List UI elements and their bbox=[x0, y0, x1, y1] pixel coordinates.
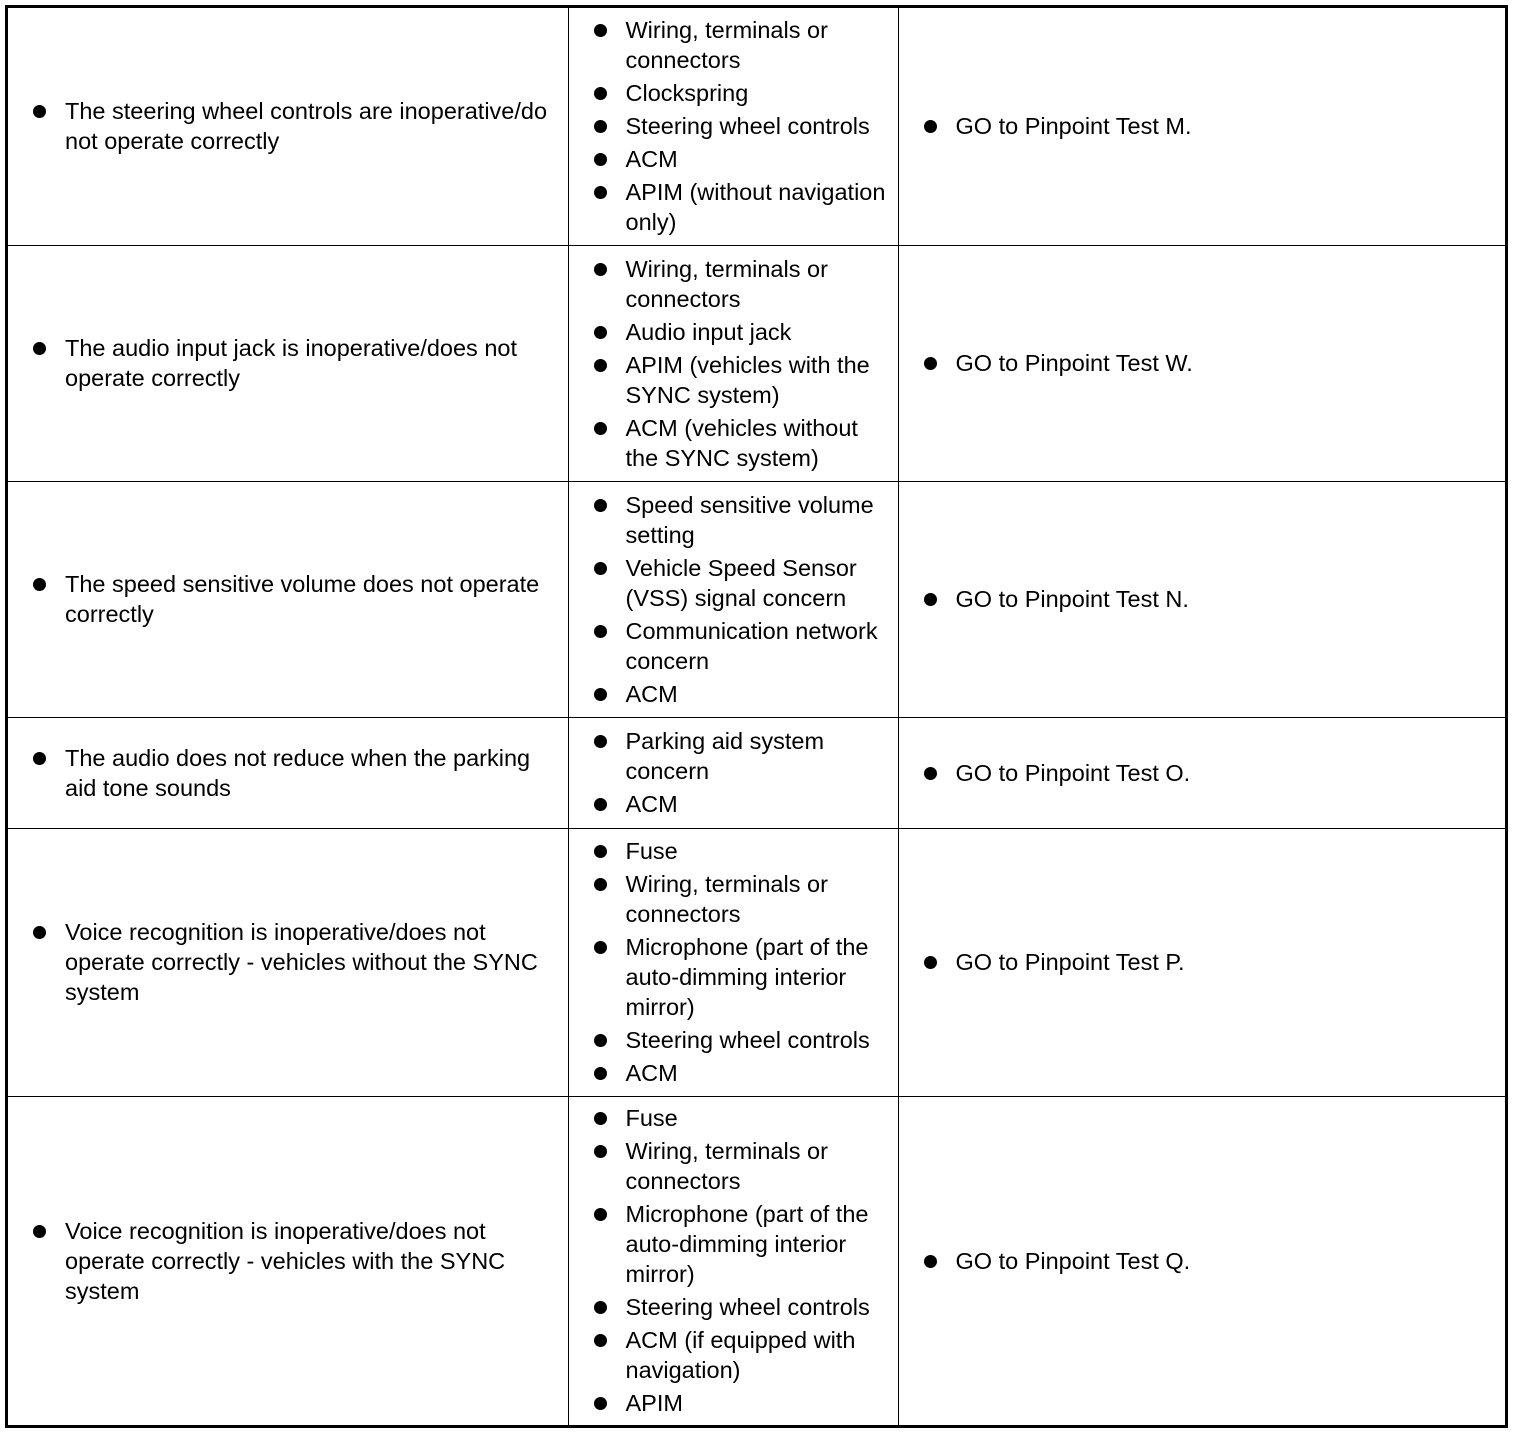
possible-source-item: Microphone (part of the auto-dimming interior mirror) bbox=[569, 1199, 892, 1289]
condition-cell bbox=[8, 8, 568, 245]
possible-source-item: ACM bbox=[569, 679, 892, 709]
symptom-table bbox=[8, 8, 1505, 1425]
possible-source-item: Wiring, terminals or connectors bbox=[569, 15, 892, 75]
table-row bbox=[8, 717, 1505, 828]
possible-source-item: APIM (without navigation only) bbox=[569, 177, 892, 237]
action-cell bbox=[898, 1096, 1505, 1425]
condition-text: Voice recognition is inoperative/does not operate correctly - vehicles with the SYNC system bbox=[8, 1216, 558, 1306]
table-row bbox=[8, 245, 1505, 481]
possible-source-item: Steering wheel controls bbox=[569, 1292, 892, 1322]
possible-source-item: Communication network concern bbox=[569, 616, 892, 676]
action-text: GO to Pinpoint Test N. bbox=[899, 584, 1506, 614]
action-cell bbox=[898, 717, 1505, 828]
condition-cell bbox=[8, 481, 568, 717]
possible-source-item: Fuse bbox=[569, 1103, 892, 1133]
possible-source-item: ACM bbox=[569, 144, 892, 174]
possible-source-cell bbox=[568, 717, 898, 828]
possible-source-cell bbox=[568, 828, 898, 1096]
condition-cell bbox=[8, 1096, 568, 1425]
condition-text: The audio does not reduce when the parking aid tone sounds bbox=[8, 743, 558, 803]
possible-source-item: ACM bbox=[569, 1058, 892, 1088]
possible-source-item: Microphone (part of the auto-dimming interior mirror) bbox=[569, 932, 892, 1022]
action-cell bbox=[898, 8, 1505, 245]
condition-cell bbox=[8, 717, 568, 828]
possible-source-item: APIM (vehicles with the SYNC system) bbox=[569, 350, 892, 410]
condition-cell bbox=[8, 245, 568, 481]
table-row bbox=[8, 1096, 1505, 1425]
action-cell bbox=[898, 245, 1505, 481]
action-cell bbox=[898, 828, 1505, 1096]
possible-source-item: Steering wheel controls bbox=[569, 111, 892, 141]
possible-source-cell bbox=[568, 245, 898, 481]
table-row bbox=[8, 481, 1505, 717]
possible-source-item: Steering wheel controls bbox=[569, 1025, 892, 1055]
table-row bbox=[8, 828, 1505, 1096]
action-text: GO to Pinpoint Test P. bbox=[899, 947, 1506, 977]
symptom-table-body bbox=[8, 8, 1505, 1425]
condition-text: The steering wheel controls are inoperative/do not operate correctly bbox=[8, 96, 558, 156]
possible-source-item: Parking aid system concern bbox=[569, 726, 892, 786]
action-text: GO to Pinpoint Test W. bbox=[899, 348, 1506, 378]
action-cell bbox=[898, 481, 1505, 717]
action-text: GO to Pinpoint Test M. bbox=[899, 111, 1506, 141]
possible-source-item: Audio input jack bbox=[569, 317, 892, 347]
possible-source-cell bbox=[568, 1096, 898, 1425]
possible-source-item: ACM (vehicles without the SYNC system) bbox=[569, 413, 892, 473]
possible-source-cell bbox=[568, 8, 898, 245]
condition-text: Voice recognition is inoperative/does not operate correctly - vehicles without the SYNC system bbox=[8, 917, 558, 1007]
possible-source-item: ACM (if equipped with navigation) bbox=[569, 1325, 892, 1385]
condition-text: The speed sensitive volume does not operate correctly bbox=[8, 569, 558, 629]
possible-source-item: ACM bbox=[569, 789, 892, 819]
condition-text: The audio input jack is inoperative/does not operate correctly bbox=[8, 333, 558, 393]
possible-source-item: Clockspring bbox=[569, 78, 892, 108]
symptom-chart bbox=[5, 5, 1508, 1428]
possible-source-cell bbox=[568, 481, 898, 717]
action-text: GO to Pinpoint Test O. bbox=[899, 758, 1506, 788]
condition-cell bbox=[8, 828, 568, 1096]
table-row bbox=[8, 8, 1505, 245]
possible-source-item: Vehicle Speed Sensor (VSS) signal concern bbox=[569, 553, 892, 613]
possible-source-item: Wiring, terminals or connectors bbox=[569, 254, 892, 314]
possible-source-item: Speed sensitive volume setting bbox=[569, 490, 892, 550]
possible-source-item: Wiring, terminals or connectors bbox=[569, 1136, 892, 1196]
possible-source-item: APIM bbox=[569, 1388, 892, 1418]
possible-source-item: Fuse bbox=[569, 836, 892, 866]
possible-source-item: Wiring, terminals or connectors bbox=[569, 869, 892, 929]
action-text: GO to Pinpoint Test Q. bbox=[899, 1246, 1506, 1276]
